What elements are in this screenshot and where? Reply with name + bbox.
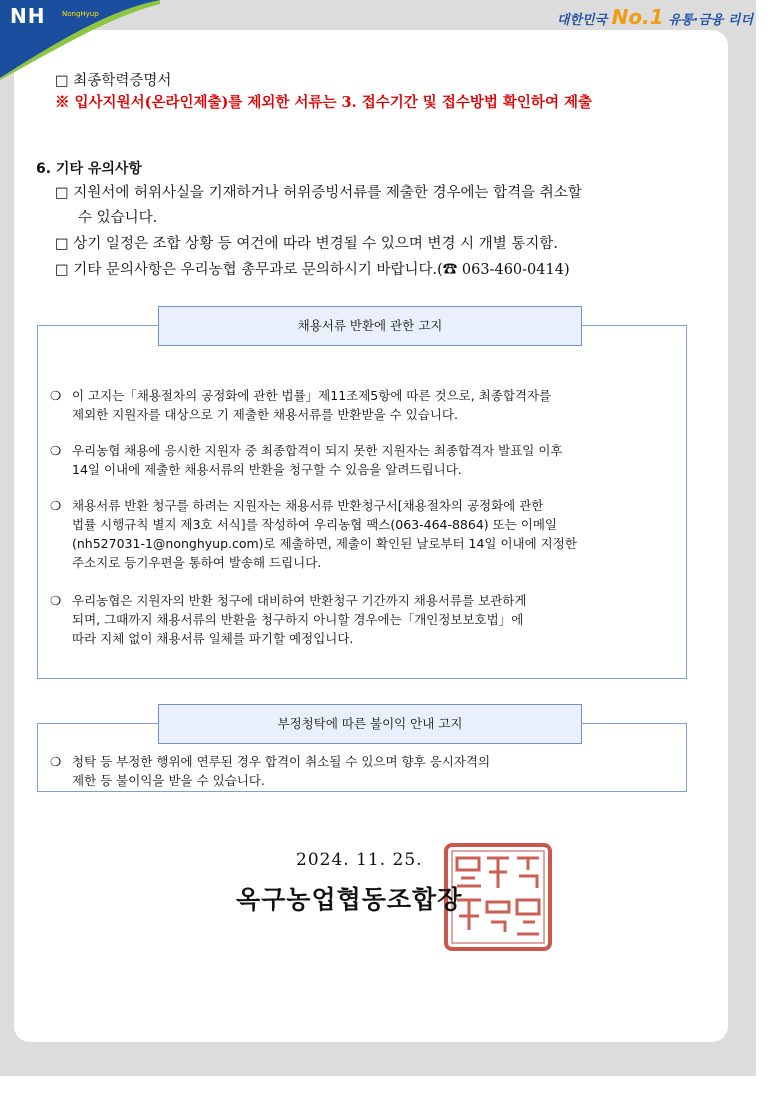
- sec6-item-3: □ 기타 문의사항은 우리농협 총무과로 문의하시기 바랍니다.(☎ 063-460-0414): [55, 262, 570, 278]
- doc-line-submission-notice: ※ 입사지원서(온라인제출)를 제외한 서류는 3. 접수기간 및 접수방법 확인하여 제출: [55, 94, 593, 111]
- sec6-item-2: □ 상기 일정은 조합 상황 등 여건에 따라 변경될 수 있으며 변경 시 개별 통지함.: [55, 236, 559, 252]
- document-date: 2024. 11. 25.: [296, 850, 423, 870]
- document-signer: 옥구농업협동조합장: [236, 885, 463, 914]
- notice1-item-3-line-1: 채용서류 반환 청구를 하려는 지원자는 채용서류 반환청구서[채용절차의 공정화에 관한: [72, 498, 544, 513]
- notice2-item-1-line-2: 제한 등 불이익을 받을 수 있습니다.: [72, 773, 265, 788]
- section-6-title: 6. 기타 유의사항: [36, 161, 142, 177]
- bullet-circle-icon: ❍: [50, 498, 62, 513]
- notice1-item-2-line-2: 14일 이내에 제출한 채용서류의 반환을 청구할 수 있음을 알려드립니다.: [72, 462, 462, 477]
- notice1-item-4-line-1: 우리농협은 지원자의 반환 청구에 대비하여 반환청구 기간까지 채용서류를 보관하게: [72, 593, 527, 608]
- notice1-item-3-line-2: 법률 시행규칙 별지 제3호 서식]를 작성하여 우리농협 팩스(063-464-8864) 또는 이메일: [72, 517, 557, 532]
- sec6-item-1a: □ 지원서에 허위사실을 기재하거나 허위증빙서류를 제출한 경우에는 합격을 취소할: [55, 185, 582, 201]
- notice1-item-3-line-3: (nh527031-1@nonghyup.com)로 제출하면, 제출이 확인된 날로부터 14일 이내에 지정한: [72, 536, 577, 551]
- slogan-suffix: 유통·금융 리더: [668, 13, 753, 28]
- bullet-circle-icon: ❍: [50, 754, 62, 769]
- notice1-item-2-line-1: 우리농협 채용에 응시한 지원자 중 최종합격이 되지 못한 지원자는 최종합격자 발표일 이후: [72, 443, 563, 458]
- doc-line-final-diploma: □ 최종학력증명서: [55, 73, 172, 89]
- bullet-circle-icon: ❍: [50, 443, 62, 458]
- slogan-no1: No.1: [611, 5, 664, 29]
- nh-logo: NH: [10, 4, 46, 28]
- notice1-item-1-line-2: 제외한 지원자를 대상으로 기 제출한 채용서류를 반환받을 수 있습니다.: [72, 407, 458, 422]
- bullet-circle-icon: ❍: [50, 388, 62, 403]
- notice2-item-1-line-1: 청탁 등 부정한 행위에 연루된 경우 합격이 취소될 수 있으며 향후 응시자격의: [72, 754, 491, 769]
- slogan: [557, 5, 753, 29]
- sec6-item-1b: 수 있습니다.: [78, 210, 158, 226]
- notice1-item-3-line-4: 주소지로 등기우편을 통하여 발송해 드립니다.: [72, 555, 322, 570]
- nh-logo-subtext: NongHyup: [62, 10, 99, 18]
- bullet-circle-icon: ❍: [50, 593, 62, 608]
- notice1-item-1-line-1: 이 고지는「채용절차의 공정화에 관한 법률」제11조제5항에 따른 것으로, 최종합격자를: [72, 388, 552, 403]
- notice-title-document-return: 채용서류 반환에 관한 고지: [158, 306, 582, 346]
- notice1-item-4-line-2: 되며, 그때까지 채용서류의 반환을 청구하지 아니할 경우에는「개인정보보호법」에: [72, 612, 524, 627]
- notice1-item-4-line-3: 따라 지체 없이 채용서류 일체를 파기할 예정입니다.: [72, 631, 354, 646]
- notice-title-improper-solicitation: 부정청탁에 따른 불이익 안내 고지: [158, 704, 582, 744]
- slogan-prefix: 대한민국: [556, 13, 608, 28]
